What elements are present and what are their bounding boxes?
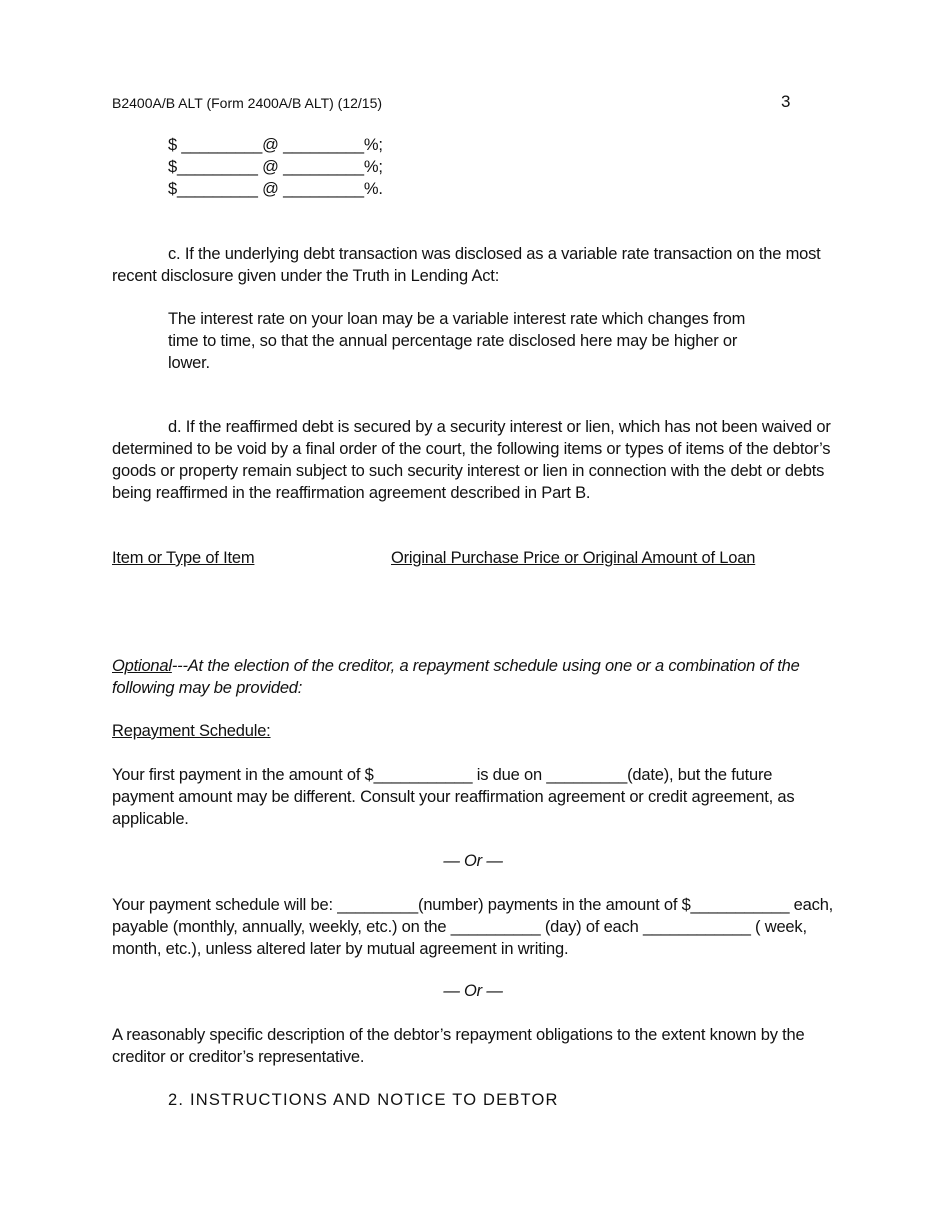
section-2-heading: 2. INSTRUCTIONS AND NOTICE TO DEBTOR [168, 1091, 559, 1109]
or-separator-1: — Or — [443, 852, 503, 870]
rate-line-3: $_________ @ _________%. [168, 180, 383, 198]
repayment-description-paragraph: A reasonably specific description of the debtor’s repayment obligations to the extent known by the creditor or creditor’s representative. [112, 1026, 805, 1066]
form-id: B2400A/B ALT (Form 2400A/B ALT) (12/15) [112, 95, 383, 111]
original-price-header: Original Purchase Price or Original Amount of Loan [391, 549, 756, 567]
optional-label: Optional [112, 657, 172, 675]
variable-rate-notice: The interest rate on your loan may be a variable interest rate which changes from time to time, so that the annual percentage rate disclosed here may be higher or lower. [168, 310, 746, 372]
rate-line-2: $_________ @ _________%; [168, 158, 383, 176]
page-number: 3 [781, 92, 791, 111]
item-type-header: Item or Type of Item [112, 549, 255, 567]
or-separator-2: — Or — [443, 982, 503, 1000]
optional-text: ---At the election of the creditor, a repayment schedule using one or a combination of the following may be provided: [112, 657, 800, 697]
rate-line-1: $ _________@ _________%; [168, 136, 383, 154]
first-payment-paragraph: Your first payment in the amount of $___________ is due on _________(date), but the future payment amount may be different. Consult your reaffirmation agreement or credit agreement, as applicable. [112, 766, 795, 828]
section-c-text: c. If the underlying debt transaction was disclosed as a variable rate transaction on the most recent disclosure given under the Truth in Lending Act: [112, 245, 821, 285]
optional-paragraph [112, 655, 834, 699]
repayment-schedule-heading: Repayment Schedule: [112, 722, 271, 740]
section-d-text: d. If the reaffirmed debt is secured by a security interest or lien, which has not been waived or determined to be void by a final order of the court, the following items or types of items of the debtor’s goods or property remain subject to such security interest or lien in connection with the debt or debts being reaffirmed in the reaffirmation agreement described in Part B. [112, 418, 831, 502]
payment-schedule-paragraph: Your payment schedule will be: _________(number) payments in the amount of $___________ each, payable (monthly, annually, weekly, etc.) on the __________ (day) of each ____________ ( week, month, etc.), unless altered later by mutual agreement in writing. [112, 896, 834, 958]
